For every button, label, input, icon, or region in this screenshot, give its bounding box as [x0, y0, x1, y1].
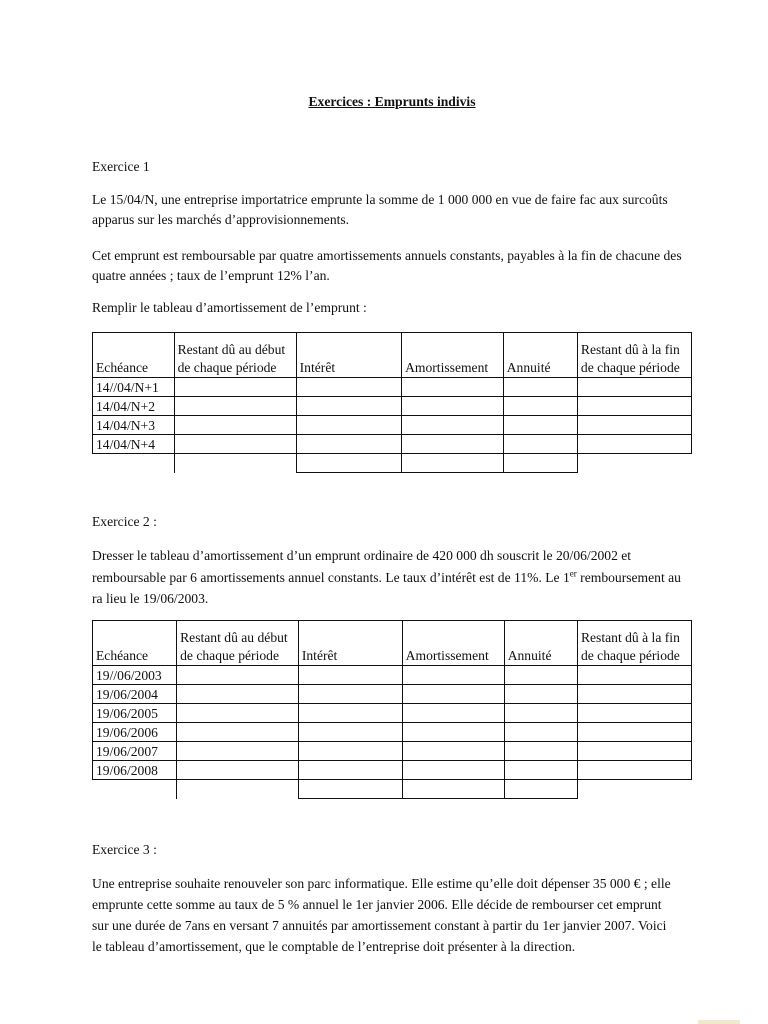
cell-interet[interactable] — [296, 435, 401, 454]
total-annuite[interactable] — [504, 780, 577, 799]
cell-annuite[interactable] — [503, 416, 577, 435]
header-restant-debut: Restant dû au début de chaque période — [174, 333, 296, 378]
cell-interet[interactable] — [298, 723, 402, 742]
echeance-cell: 14/04/N+2 — [93, 397, 175, 416]
exercise-2-heading: Exercice 2 : — [92, 514, 157, 529]
empty-cell — [174, 454, 296, 473]
cell-interet[interactable] — [298, 666, 402, 685]
total-amortissement[interactable] — [402, 780, 504, 799]
cell-amortissement[interactable] — [402, 666, 504, 685]
echeance-cell: 19/06/2006 — [93, 723, 177, 742]
cell-amortissement[interactable] — [402, 435, 504, 454]
header-annuite: Annuité — [503, 333, 577, 378]
cell-restant-debut[interactable] — [177, 723, 299, 742]
cell-interet[interactable] — [298, 704, 402, 723]
exercise-1-amortization-table — [92, 332, 692, 473]
header-restant-fin: Restant dû à la fin de chaque période — [577, 333, 691, 378]
cell-amortissement[interactable] — [402, 416, 504, 435]
cell-restant-debut[interactable] — [177, 685, 299, 704]
echeance-cell: 19/06/2005 — [93, 704, 177, 723]
empty-cell — [577, 780, 691, 799]
cell-annuite[interactable] — [503, 378, 577, 397]
cell-interet[interactable] — [298, 685, 402, 704]
cell-restant-debut[interactable] — [177, 761, 299, 780]
cell-annuite[interactable] — [503, 397, 577, 416]
cell-amortissement[interactable] — [402, 685, 504, 704]
cell-restant-debut[interactable] — [174, 435, 296, 454]
table-row — [93, 685, 692, 704]
exercise-2-text-b: remboursement au ra lieu le 19/06/2003. — [92, 569, 681, 606]
cell-restant-debut[interactable] — [174, 416, 296, 435]
cell-annuite[interactable] — [504, 685, 577, 704]
cell-annuite[interactable] — [504, 704, 577, 723]
cell-restant-fin[interactable] — [577, 397, 691, 416]
header-echeance: Echéance — [93, 621, 177, 666]
header-amortissement: Amortissement — [402, 621, 504, 666]
header-annuite: Annuité — [504, 621, 577, 666]
cell-restant-debut[interactable] — [177, 704, 299, 723]
table-row — [93, 435, 692, 454]
cell-amortissement[interactable] — [402, 742, 504, 761]
corner-mark — [698, 1020, 740, 1024]
echeance-cell: 14/04/N+3 — [93, 416, 175, 435]
table-row — [93, 704, 692, 723]
table-row — [93, 723, 692, 742]
table-row — [93, 666, 692, 685]
header-interet: Intérêt — [296, 333, 401, 378]
total-annuite[interactable] — [503, 454, 577, 473]
cell-restant-debut[interactable] — [174, 397, 296, 416]
header-restant-fin: Restant dû à la fin de chaque période — [577, 621, 691, 666]
header-interet: Intérêt — [298, 621, 402, 666]
cell-restant-debut[interactable] — [174, 378, 296, 397]
cell-amortissement[interactable] — [402, 723, 504, 742]
cell-restant-fin[interactable] — [577, 704, 691, 723]
exercise-2-paragraph — [92, 545, 692, 610]
table-header-row — [93, 333, 692, 378]
cell-restant-fin[interactable] — [577, 761, 691, 780]
echeance-cell: 19/06/2007 — [93, 742, 177, 761]
table-row — [93, 416, 692, 435]
cell-interet[interactable] — [298, 742, 402, 761]
cell-interet[interactable] — [296, 378, 401, 397]
empty-cell — [93, 780, 177, 799]
empty-cell — [177, 780, 299, 799]
exercise-2-amortization-table — [92, 620, 692, 799]
cell-amortissement[interactable] — [402, 397, 504, 416]
exercise-1-heading: Exercice 1 — [92, 159, 150, 174]
cell-restant-fin[interactable] — [577, 685, 691, 704]
cell-annuite[interactable] — [503, 435, 577, 454]
cell-interet[interactable] — [296, 416, 401, 435]
page-title: Exercices : Emprunts indivis — [308, 94, 476, 109]
echeance-cell: 19//06/2003 — [93, 666, 177, 685]
exercise-1-instruction: Remplir le tableau d’amortissement de l’emprunt : — [92, 300, 367, 315]
table-total-row — [93, 780, 692, 799]
cell-annuite[interactable] — [504, 761, 577, 780]
empty-cell — [93, 454, 175, 473]
exercise-1-paragraph-1: Le 15/04/N, une entreprise importatrice emprunte la somme de 1 000 000 en vue de faire fac aux surcoûts apparus sur les marchés d’approvisionnements. — [92, 192, 668, 227]
cell-restant-fin[interactable] — [577, 378, 691, 397]
cell-amortissement[interactable] — [402, 761, 504, 780]
superscript-er: er — [569, 567, 577, 578]
echeance-cell: 14/04/N+4 — [93, 435, 175, 454]
cell-interet[interactable] — [298, 761, 402, 780]
exercise-1-paragraph-2: Cet emprunt est remboursable par quatre amortissements annuels constants, payables à la fin de chacune des quatre années ; taux de l’emprunt 12% l’an. — [92, 248, 682, 283]
echeance-cell: 19/06/2004 — [93, 685, 177, 704]
exercise-2-text-a: Dresser le tableau d’amortissement d’un emprunt ordinaire de 420 000 dh souscrit le 20/06/2002 et remboursable par 6 amortissements annuel constants. Le taux d’intérêt est de 11%. Le 1 — [92, 548, 632, 585]
table-total-row — [93, 454, 692, 473]
cell-restant-fin[interactable] — [577, 416, 691, 435]
exercise-3-paragraph: Une entreprise souhaite renouveler son parc informatique. Elle estime qu’elle doit dépenser 35 000 € ; elle emprunte cette somme au taux de 5 % annuel le 1er janvier 2006. Elle décide de rembourser cet emprunt sur une durée de 7ans en versant 7 annuités par amortissement constant à partir du 1er janvier 2007. Voici le tableau d’amortissement, que le comptable de l’entreprise doit présenter à la direction. — [92, 876, 671, 954]
cell-annuite[interactable] — [504, 742, 577, 761]
table-row — [93, 378, 692, 397]
table-row — [93, 397, 692, 416]
cell-amortissement[interactable] — [402, 378, 504, 397]
table-header-row — [93, 621, 692, 666]
cell-amortissement[interactable] — [402, 704, 504, 723]
empty-cell — [577, 454, 691, 473]
exercise-3-heading: Exercice 3 : — [92, 842, 157, 857]
cell-annuite[interactable] — [504, 666, 577, 685]
cell-restant-debut[interactable] — [177, 666, 299, 685]
total-interet[interactable] — [296, 454, 401, 473]
cell-annuite[interactable] — [504, 723, 577, 742]
cell-interet[interactable] — [296, 397, 401, 416]
cell-restant-fin[interactable] — [577, 723, 691, 742]
cell-restant-fin[interactable] — [577, 666, 691, 685]
total-interet[interactable] — [298, 780, 402, 799]
cell-restant-fin[interactable] — [577, 742, 691, 761]
table-row — [93, 742, 692, 761]
total-amortissement[interactable] — [402, 454, 504, 473]
cell-restant-fin[interactable] — [577, 435, 691, 454]
table-row — [93, 761, 692, 780]
cell-restant-debut[interactable] — [177, 742, 299, 761]
header-echeance: Echéance — [93, 333, 175, 378]
echeance-cell: 14//04/N+1 — [93, 378, 175, 397]
header-restant-debut: Restant dû au début de chaque période — [177, 621, 299, 666]
header-amortissement: Amortissement — [402, 333, 504, 378]
echeance-cell: 19/06/2008 — [93, 761, 177, 780]
